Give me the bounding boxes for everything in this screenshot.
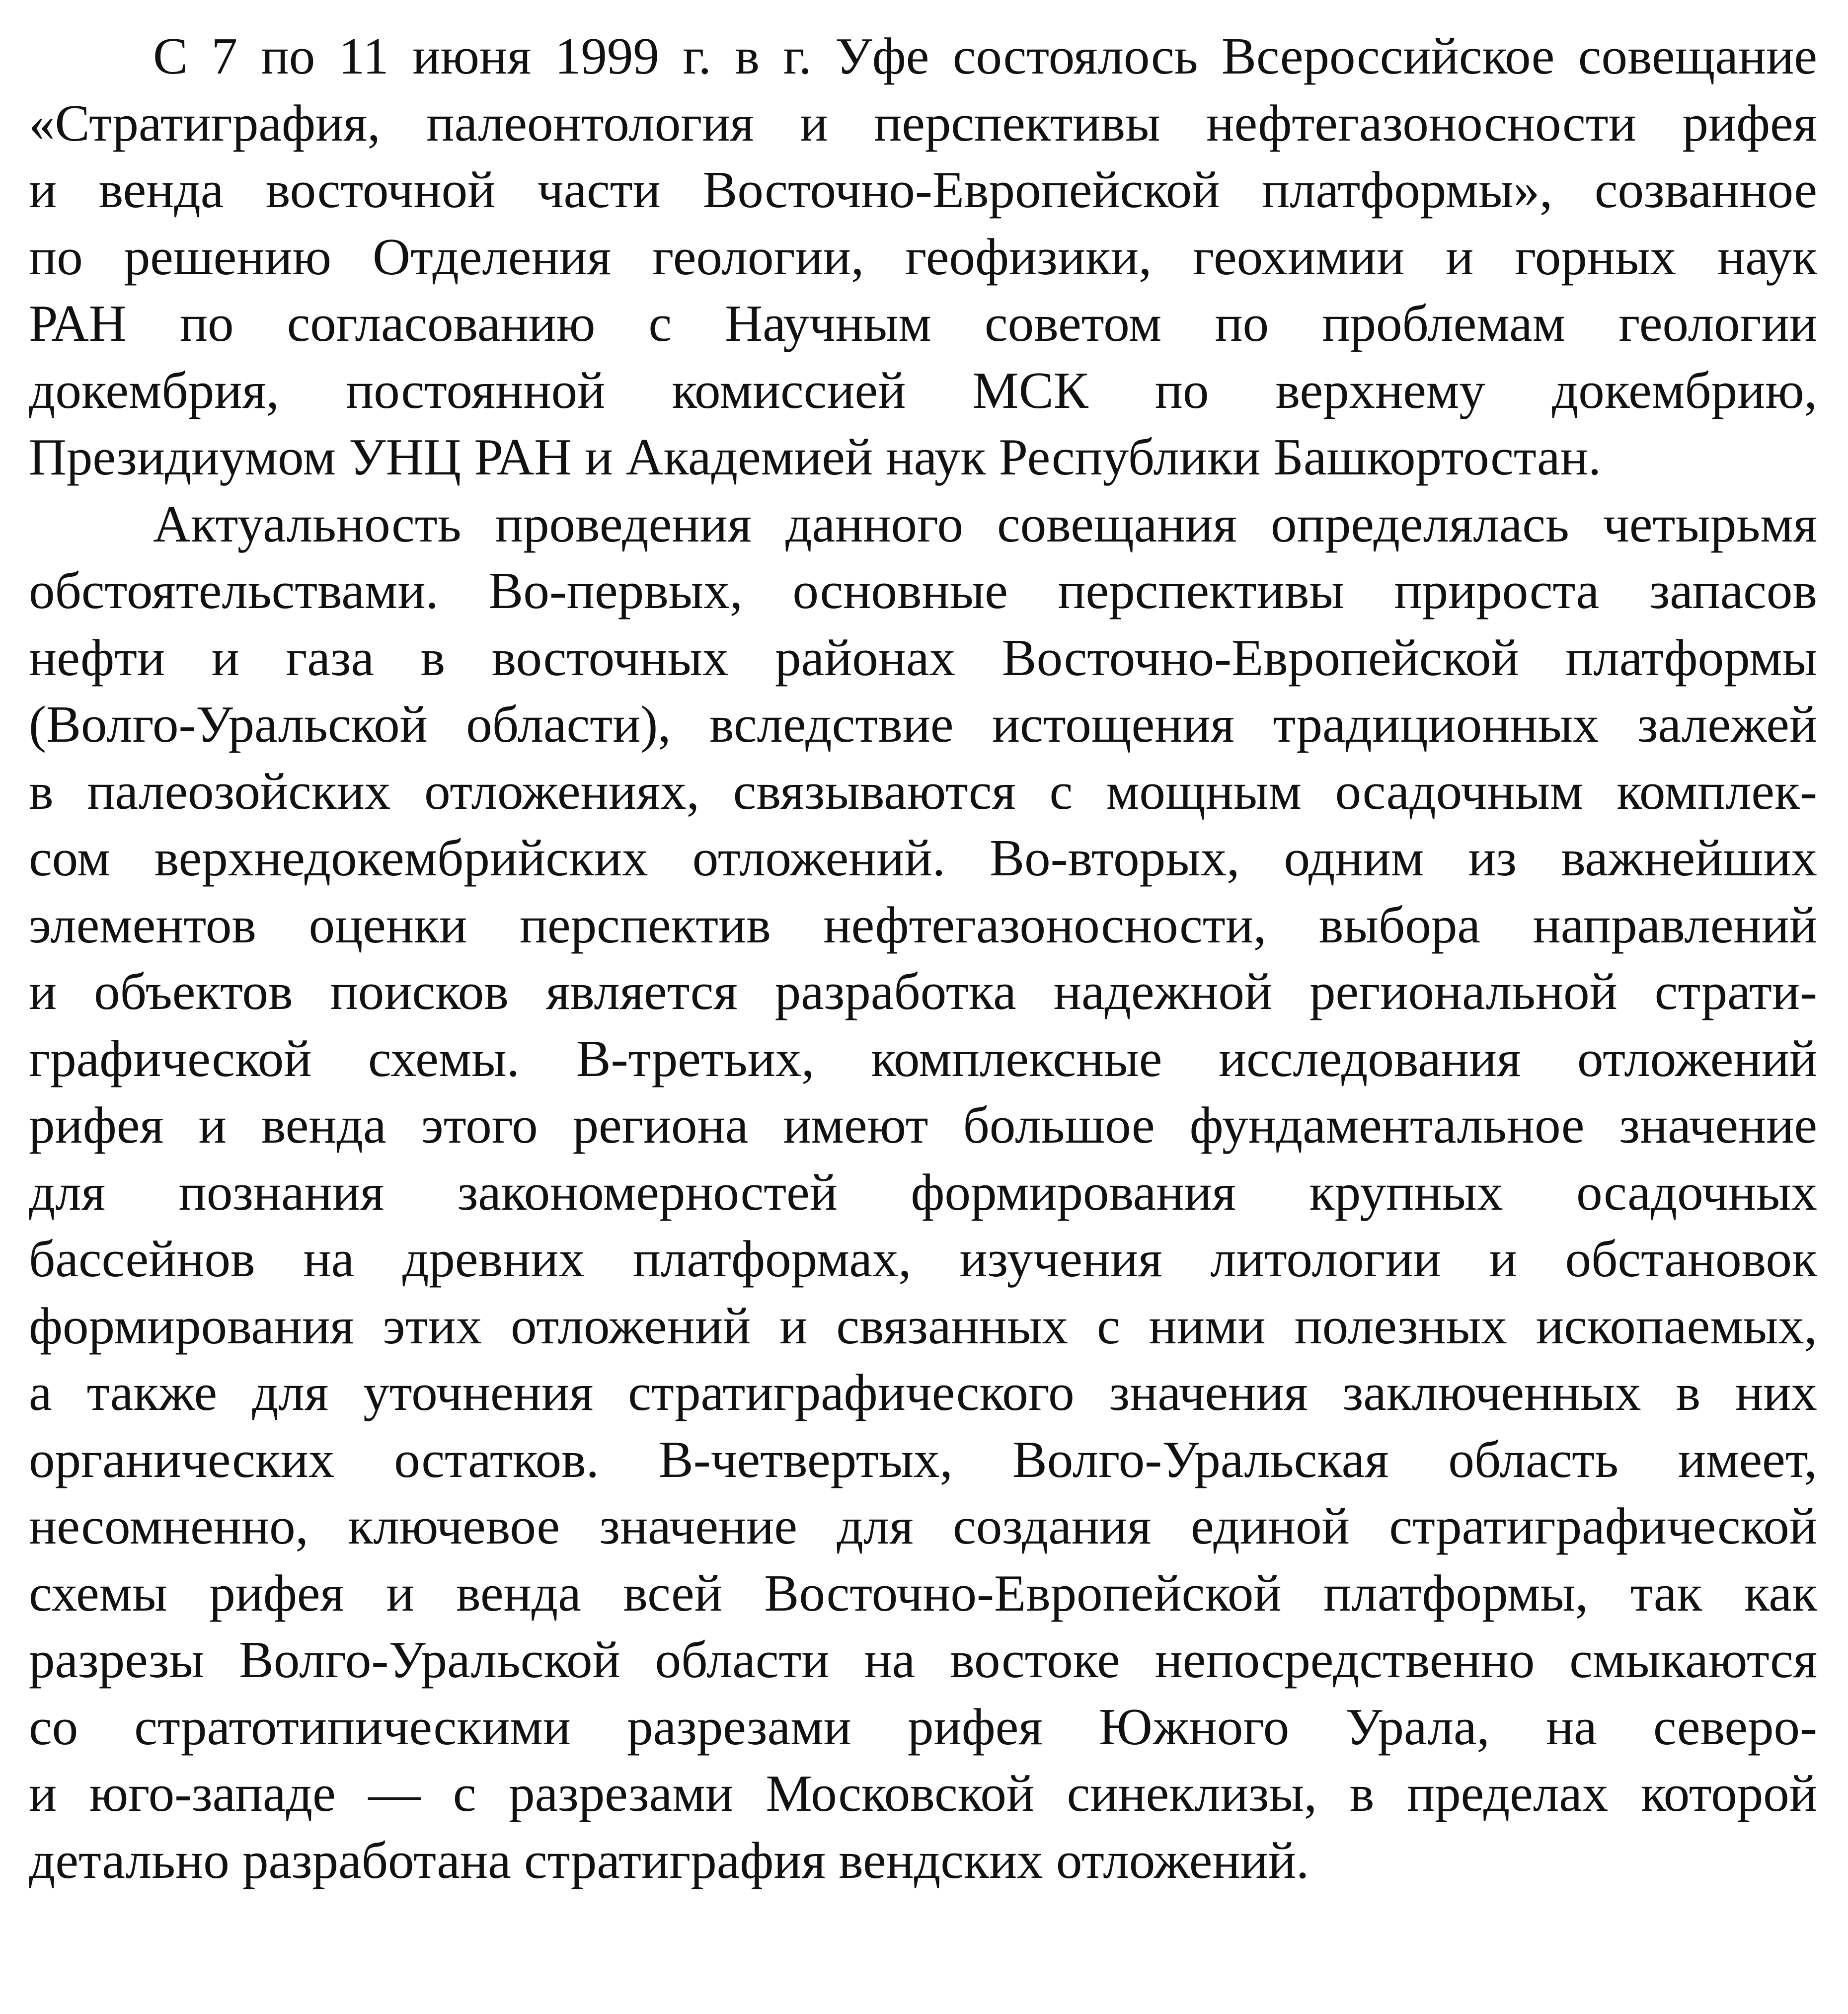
document-text <box>29 23 1817 1894</box>
text-line: Актуальность проведения данного совещания определялась четырьмя <box>153 494 1817 553</box>
text-line: несомненно, ключевое значение для создания единой стратиграфической <box>29 1497 1817 1555</box>
text-line: обстоятельствами. Во-первых, основные перспективы прироста запасов <box>29 561 1817 620</box>
text-line: схемы рифея и венда всей Восточно-Европейской платформы, так как <box>29 1563 1817 1622</box>
text-line: «Стратиграфия, палеонтология и перспективы нефтегазоносности рифея <box>29 93 1817 152</box>
text-line: и объектов поисков является разработка надежной региональной страти- <box>29 962 1817 1020</box>
text-line: Президиумом УНЦ РАН и Академией наук Республики Башкортостан. <box>29 428 1602 486</box>
text-line: элементов оценки перспектив нефтегазоносности, выбора направлений <box>29 895 1817 954</box>
text-line: нефти и газа в восточных районах Восточно-Европейской платформы <box>29 628 1817 687</box>
text-line: со стратотипическими разрезами рифея Южного Урала, на северо- <box>29 1697 1817 1756</box>
text-line: в палеозойских отложениях, связываются с мощным осадочным комплек- <box>29 762 1817 820</box>
text-line: С 7 по 11 июня 1999 г. в г. Уфе состоялось Всероссийское совещание <box>153 27 1817 85</box>
text-line: (Волго-Уральской области), вследствие истощения традиционных залежей <box>29 695 1817 753</box>
text-line: по решению Отделения геологии, геофизики, геохимии и горных наук <box>29 227 1817 286</box>
text-line: бассейнов на древних платформах, изучения литологии и обстановок <box>29 1230 1817 1288</box>
text-line: и венда восточной части Восточно-Европейской платформы», созванное <box>29 160 1817 219</box>
text-line: органических остатков. В-четвертых, Волго-Уральская область имеет, <box>29 1430 1817 1488</box>
text-line: графической схемы. В-третьих, комплексные исследования отложений <box>29 1029 1817 1087</box>
text-line: формирования этих отложений и связанных с ними полезных ископаемых, <box>29 1296 1817 1355</box>
text-line: а также для уточнения стратиграфического значения заключенных в них <box>29 1363 1817 1421</box>
text-line: и юго-западе — с разрезами Московской синеклизы, в пределах которой <box>29 1764 1817 1822</box>
text-line: для познания закономерностей формирования крупных осадочных <box>29 1162 1817 1221</box>
text-line: РАН по согласованию с Научным советом по проблемам геологии <box>29 294 1817 352</box>
text-line: детально разработана стратиграфия вендских отложений. <box>29 1831 1309 1889</box>
text-line: разрезы Волго-Уральской области на востоке непосредственно смыкаются <box>29 1630 1817 1689</box>
text-line: сом верхнедокембрийских отложений. Во-вторых, одним из важнейших <box>29 829 1817 887</box>
text-line: рифея и венда этого региона имеют большое фундаментальное значение <box>29 1096 1817 1154</box>
text-line: докембрия, постоянной комиссией МСК по верхнему докембрию, <box>29 361 1817 419</box>
paragraph-1 <box>29 23 1817 491</box>
paragraph-2 <box>29 491 1817 1894</box>
